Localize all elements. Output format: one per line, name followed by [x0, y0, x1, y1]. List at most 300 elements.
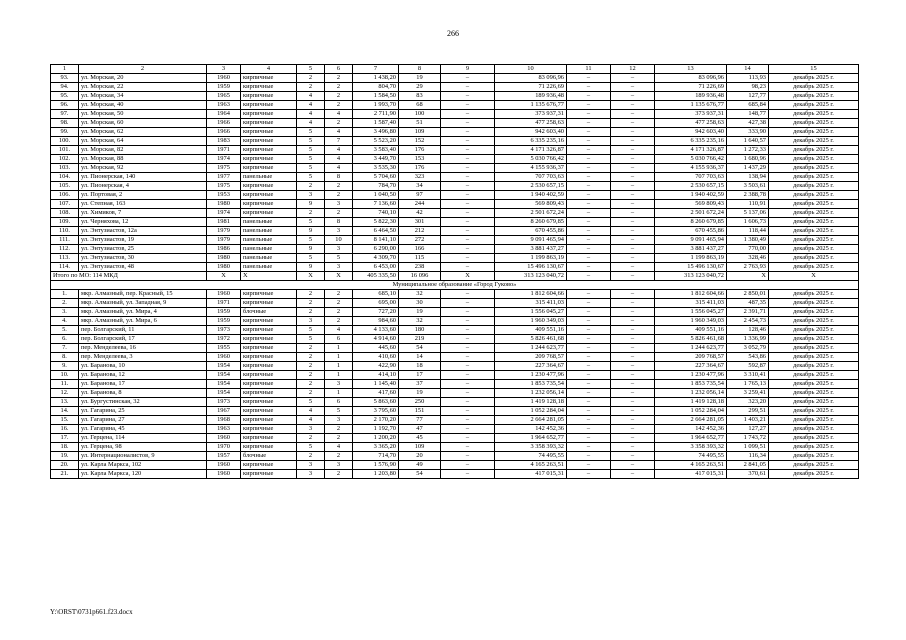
table-cell: 209 768,57 — [495, 353, 567, 362]
table-cell: – — [611, 344, 655, 353]
table-cell: ул. Морская, 64 — [79, 137, 207, 146]
table-cell: 3 358 393,32 — [655, 443, 727, 452]
table-cell: – — [441, 245, 495, 254]
table-cell: 9 091 465,94 — [495, 236, 567, 245]
table-cell: 7 — [325, 137, 353, 146]
table-cell: 3 — [297, 425, 325, 434]
table-cell: – — [441, 218, 495, 227]
table-cell: 2 170,20 — [353, 416, 399, 425]
table-cell: 3 — [297, 317, 325, 326]
table-cell: 6 — [325, 65, 353, 74]
table-cell: 238 — [399, 263, 441, 272]
table-cell: 13. — [51, 398, 79, 407]
table-cell: 19 — [399, 389, 441, 398]
table-cell: 5 — [297, 443, 325, 452]
table-cell: 54 — [399, 470, 441, 479]
table-cell: 4 — [297, 407, 325, 416]
table-cell: 1954 — [207, 389, 241, 398]
table-cell: 5 — [297, 218, 325, 227]
table-cell: 1 380,49 — [727, 236, 769, 245]
table-cell: – — [441, 137, 495, 146]
table-cell: – — [441, 416, 495, 425]
table-cell: декабрь 2025 г. — [769, 110, 859, 119]
table-cell: 2 841,05 — [727, 461, 769, 470]
table-cell: 328,46 — [727, 254, 769, 263]
table-cell: 1 199 863,19 — [495, 254, 567, 263]
table-cell: – — [567, 236, 611, 245]
table-cell: Х — [325, 272, 353, 281]
table-cell: мкр. Алмазный, ул. Мира, 4 — [79, 308, 207, 317]
table-cell: 4 — [325, 110, 353, 119]
table-cell: – — [567, 317, 611, 326]
table-cell: 1 576,90 — [353, 461, 399, 470]
table-cell: 4 — [325, 146, 353, 155]
table-cell: 14 — [399, 353, 441, 362]
table-cell: 1970 — [207, 443, 241, 452]
table-cell: – — [611, 146, 655, 155]
table-cell: кирпичные — [241, 335, 297, 344]
table-cell: 107. — [51, 200, 79, 209]
table-cell: 942 603,40 — [655, 128, 727, 137]
table-cell: 2 388,78 — [727, 191, 769, 200]
table-cell: панельные — [241, 173, 297, 182]
table-cell: 1954 — [207, 371, 241, 380]
table-cell: ул. Морская, 50 — [79, 110, 207, 119]
table-cell: 2 — [297, 209, 325, 218]
table-cell: 3 583,40 — [353, 146, 399, 155]
table-cell: декабрь 2025 г. — [769, 434, 859, 443]
table-cell: ул. Гагарина, 45 — [79, 425, 207, 434]
table-cell: – — [567, 380, 611, 389]
table-cell: 2 454,73 — [727, 317, 769, 326]
table-cell: 5 — [297, 173, 325, 182]
table-cell: 7. — [51, 344, 79, 353]
table-cell: – — [441, 101, 495, 110]
table-row — [51, 155, 859, 164]
table-cell: 5 826 461,68 — [655, 335, 727, 344]
table-cell: 1968 — [207, 416, 241, 425]
table-cell: 4. — [51, 317, 79, 326]
table-cell: – — [567, 362, 611, 371]
table-cell: 445,60 — [353, 344, 399, 353]
table-cell: 9 — [441, 65, 495, 74]
table-cell: 68 — [399, 101, 441, 110]
table-cell: декабрь 2025 г. — [769, 299, 859, 308]
table-cell: 1966 — [207, 128, 241, 137]
table-cell: 176 — [399, 164, 441, 173]
table-cell: 100 — [399, 110, 441, 119]
page-number: 266 — [447, 29, 459, 38]
table-cell: – — [441, 74, 495, 83]
table-cell: 1975 — [207, 164, 241, 173]
table-cell: – — [441, 335, 495, 344]
table-cell: 1 230 477,96 — [495, 371, 567, 380]
table-cell: 3 — [325, 263, 353, 272]
table-cell: 1967 — [207, 407, 241, 416]
table-cell: 1 — [325, 371, 353, 380]
table-cell: 714,70 — [353, 452, 399, 461]
table-cell: 1. — [51, 290, 79, 299]
table-cell: декабрь 2025 г. — [769, 236, 859, 245]
table-cell: 1973 — [207, 398, 241, 407]
table-cell: 1 556 045,27 — [495, 308, 567, 317]
table-cell: 1 232 056,14 — [655, 389, 727, 398]
table-cell: кирпичные — [241, 398, 297, 407]
table-cell: – — [611, 182, 655, 191]
table-cell: – — [567, 245, 611, 254]
table-cell: 17. — [51, 434, 79, 443]
table-cell: мкр. Алмазный, пер. Красный, 15 — [79, 290, 207, 299]
table-cell: ул. Морская, 22 — [79, 83, 207, 92]
table-cell: 1 940 402,59 — [495, 191, 567, 200]
table-cell: 96. — [51, 101, 79, 110]
table-cell: 3 — [325, 461, 353, 470]
table-cell: 108. — [51, 209, 79, 218]
table-cell: 1 853 735,54 — [655, 380, 727, 389]
table-cell: панельные — [241, 263, 297, 272]
table-cell: 16 096 — [399, 272, 441, 281]
table-cell: 98. — [51, 119, 79, 128]
table-cell: декабрь 2025 г. — [769, 326, 859, 335]
table-cell: ул. Портовая, 2 — [79, 191, 207, 200]
table-cell: 227 364,67 — [495, 362, 567, 371]
table-cell: – — [611, 443, 655, 452]
table-cell: 1 052 284,04 — [655, 407, 727, 416]
table-cell: – — [611, 398, 655, 407]
table-cell: пер. Болгарский, 17 — [79, 335, 207, 344]
table-cell: 83 096,96 — [655, 74, 727, 83]
table-cell: 54 — [399, 344, 441, 353]
table-row — [51, 443, 859, 452]
table-cell: – — [441, 434, 495, 443]
table-row — [51, 317, 859, 326]
table-cell: 13 — [655, 65, 727, 74]
table-cell: – — [441, 290, 495, 299]
table-cell: 6 — [325, 398, 353, 407]
table-cell: блочные — [241, 452, 297, 461]
table-cell: декабрь 2025 г. — [769, 452, 859, 461]
table-cell: 422,90 — [353, 362, 399, 371]
table-cell: ул. Интернационалистов, 9 — [79, 452, 207, 461]
table-cell: – — [567, 137, 611, 146]
table-row — [51, 254, 859, 263]
table-cell: 410,60 — [353, 353, 399, 362]
table-cell: кирпичные — [241, 191, 297, 200]
table-cell: 2 — [325, 101, 353, 110]
table-cell: 272 — [399, 236, 441, 245]
table-cell: 1 199 863,19 — [655, 254, 727, 263]
table-row — [51, 164, 859, 173]
table-cell: 1 244 623,77 — [655, 344, 727, 353]
table-cell: 984,60 — [353, 317, 399, 326]
table-cell: 2 763,93 — [727, 263, 769, 272]
table-cell: – — [567, 416, 611, 425]
section-row — [51, 281, 859, 290]
table-cell: 707 703,63 — [495, 173, 567, 182]
table-cell: декабрь 2025 г. — [769, 128, 859, 137]
table-row — [51, 461, 859, 470]
table-cell: 2 — [325, 308, 353, 317]
table-cell: – — [567, 191, 611, 200]
table-cell: 2 530 657,15 — [655, 182, 727, 191]
table-cell: 1 556 045,27 — [655, 308, 727, 317]
table-cell: 8 — [399, 65, 441, 74]
table-cell: – — [441, 200, 495, 209]
table-cell: 11. — [51, 380, 79, 389]
table-cell: – — [567, 470, 611, 479]
table-row — [51, 353, 859, 362]
table-cell: 670 455,86 — [655, 227, 727, 236]
table-cell: 3 — [297, 191, 325, 200]
table-cell: 333,90 — [727, 128, 769, 137]
table-cell: 18 — [399, 362, 441, 371]
table-cell: 5 — [297, 155, 325, 164]
table-cell: 543,86 — [727, 353, 769, 362]
table-cell: 5 — [297, 65, 325, 74]
table-cell: декабрь 2025 г. — [769, 146, 859, 155]
table-cell: 727,20 — [353, 308, 399, 317]
table-cell: 83 096,96 — [495, 74, 567, 83]
table-cell: – — [441, 308, 495, 317]
table-cell: ул. Пионерская, 140 — [79, 173, 207, 182]
table-cell: кирпичные — [241, 83, 297, 92]
table-cell: 2 664 281,05 — [495, 416, 567, 425]
table-cell: – — [611, 200, 655, 209]
table-cell: декабрь 2025 г. — [769, 461, 859, 470]
table-cell: – — [611, 101, 655, 110]
table-cell: ул. Степная, 163 — [79, 200, 207, 209]
table-cell: 2 — [325, 92, 353, 101]
table-cell: 1 272,33 — [727, 146, 769, 155]
table-cell: 5 — [297, 398, 325, 407]
table-cell: 5 — [297, 164, 325, 173]
table-cell: 29 — [399, 83, 441, 92]
table-cell: – — [441, 470, 495, 479]
table-cell: 1 964 652,77 — [495, 434, 567, 443]
table-cell: – — [441, 326, 495, 335]
table-cell: декабрь 2025 г. — [769, 335, 859, 344]
table-cell: 1 192,70 — [353, 425, 399, 434]
table-cell: – — [441, 452, 495, 461]
table-cell: 1986 — [207, 245, 241, 254]
table-cell: 3 — [325, 227, 353, 236]
table-cell: – — [441, 344, 495, 353]
table-cell: – — [611, 470, 655, 479]
table-cell: 8. — [51, 353, 79, 362]
table-cell: 189 936,48 — [495, 92, 567, 101]
table-cell: 1959 — [207, 317, 241, 326]
table-row — [51, 335, 859, 344]
table-cell: 8 — [325, 218, 353, 227]
table-cell: кирпичные — [241, 416, 297, 425]
table-cell: Х — [241, 272, 297, 281]
table-cell: 373 937,31 — [495, 110, 567, 119]
table-cell: ул. Морская, 88 — [79, 155, 207, 164]
table-cell: декабрь 2025 г. — [769, 425, 859, 434]
table-cell: 1 419 128,18 — [495, 398, 567, 407]
table-row — [51, 200, 859, 209]
table-cell: 5 — [297, 128, 325, 137]
table-cell: 111. — [51, 236, 79, 245]
table-cell: 2 — [297, 362, 325, 371]
table-cell: 2 530 657,15 — [495, 182, 567, 191]
table-cell: 1974 — [207, 155, 241, 164]
table-row — [51, 83, 859, 92]
table-cell: 1959 — [207, 83, 241, 92]
table-cell: 1 940 402,59 — [655, 191, 727, 200]
table-cell: декабрь 2025 г. — [769, 344, 859, 353]
table-cell: 2 391,71 — [727, 308, 769, 317]
table-cell: 670 455,86 — [495, 227, 567, 236]
table-cell: декабрь 2025 г. — [769, 119, 859, 128]
table-cell: 4 — [325, 443, 353, 452]
table-cell: – — [611, 272, 655, 281]
table-cell: 4 — [325, 326, 353, 335]
table-cell: 1 200,20 — [353, 434, 399, 443]
table-cell: 8 141,10 — [353, 236, 399, 245]
table-cell: 6 335 235,16 — [495, 137, 567, 146]
table-cell: 4 — [297, 119, 325, 128]
table-cell: кирпичные — [241, 110, 297, 119]
table-row — [51, 299, 859, 308]
table-cell: 1 336,99 — [727, 335, 769, 344]
table-cell: – — [611, 110, 655, 119]
table-cell: – — [441, 317, 495, 326]
table-cell: – — [567, 164, 611, 173]
table-cell: 1960 — [207, 470, 241, 479]
table-cell: 6. — [51, 335, 79, 344]
table-cell: 1 — [325, 344, 353, 353]
table-cell: – — [567, 209, 611, 218]
table-cell: – — [567, 398, 611, 407]
table-row — [51, 209, 859, 218]
table-cell: 323 — [399, 173, 441, 182]
table-cell: – — [567, 344, 611, 353]
table-cell: 15 496 130,67 — [655, 263, 727, 272]
table-cell: 6 — [325, 335, 353, 344]
table-cell: 5 863,60 — [353, 398, 399, 407]
table-cell: декабрь 2025 г. — [769, 362, 859, 371]
table-row — [51, 389, 859, 398]
table-cell: 103. — [51, 164, 79, 173]
table-cell: 12 — [611, 65, 655, 74]
table-cell: – — [441, 353, 495, 362]
table-cell: – — [611, 128, 655, 137]
table-cell: 414,10 — [353, 371, 399, 380]
table-cell: 5 — [297, 146, 325, 155]
table-cell: 1 — [51, 65, 79, 74]
table-cell: 6 335 235,16 — [655, 137, 727, 146]
table-cell: 3 — [325, 200, 353, 209]
table-cell: 1 640,57 — [727, 137, 769, 146]
table-cell: 804,70 — [353, 83, 399, 92]
table-cell: – — [441, 92, 495, 101]
table-cell: – — [611, 308, 655, 317]
table-cell: 1960 — [207, 434, 241, 443]
table-cell: – — [611, 353, 655, 362]
table-cell: – — [611, 335, 655, 344]
table-cell: ул. Карла Маркса, 102 — [79, 461, 207, 470]
table-cell: кирпичные — [241, 380, 297, 389]
table-cell: 110. — [51, 227, 79, 236]
table-cell: пер. Менделеева, 3 — [79, 353, 207, 362]
table-cell: декабрь 2025 г. — [769, 164, 859, 173]
table-cell: – — [441, 146, 495, 155]
table-cell: – — [441, 227, 495, 236]
table-cell: 5 030 766,42 — [655, 155, 727, 164]
table-cell: 1959 — [207, 308, 241, 317]
table-cell: пер. Болгарский, 11 — [79, 326, 207, 335]
table-cell: 4 — [325, 164, 353, 173]
table-cell: 1960 — [207, 461, 241, 470]
table-cell: 1 244 623,77 — [495, 344, 567, 353]
table-row — [51, 452, 859, 461]
table-cell: 685,10 — [353, 290, 399, 299]
table-cell: 4 914,60 — [353, 335, 399, 344]
table-cell: 152 — [399, 137, 441, 146]
table-cell: панельные — [241, 245, 297, 254]
table-cell: 2 — [79, 65, 207, 74]
table-cell: 417,60 — [353, 389, 399, 398]
table-row — [51, 470, 859, 479]
table-cell: декабрь 2025 г. — [769, 218, 859, 227]
table-cell: 9 — [297, 227, 325, 236]
table-cell: 10. — [51, 371, 79, 380]
table-cell: Х — [207, 272, 241, 281]
table-cell: 9. — [51, 362, 79, 371]
table-cell: 2 — [297, 389, 325, 398]
table-cell: 2 — [325, 425, 353, 434]
table-cell: 71 226,69 — [655, 83, 727, 92]
table-cell: 32 — [399, 290, 441, 299]
table-cell: – — [567, 83, 611, 92]
table-cell: – — [441, 389, 495, 398]
table-cell: – — [611, 218, 655, 227]
table-cell: 110,91 — [727, 200, 769, 209]
table-cell: 4 165 263,51 — [495, 461, 567, 470]
table-cell: 5 — [297, 335, 325, 344]
table-cell: 1 765,13 — [727, 380, 769, 389]
table-cell: 3 503,61 — [727, 182, 769, 191]
table-cell: 30 — [399, 299, 441, 308]
table-cell: – — [567, 371, 611, 380]
table-cell: – — [611, 461, 655, 470]
table-row — [51, 182, 859, 191]
table-cell: 212 — [399, 227, 441, 236]
table-cell: 10 — [325, 236, 353, 245]
table-cell: ул. Гагарина, 27 — [79, 416, 207, 425]
table-cell: 2 — [297, 182, 325, 191]
table-cell: 2 — [297, 308, 325, 317]
table-cell: 127,77 — [727, 92, 769, 101]
table-cell: 142 452,36 — [655, 425, 727, 434]
table-cell: – — [567, 434, 611, 443]
table-cell: 42 — [399, 209, 441, 218]
table-cell: декабрь 2025 г. — [769, 254, 859, 263]
table-cell: 1 099,51 — [727, 443, 769, 452]
table-cell: – — [441, 407, 495, 416]
table-cell: 115 — [399, 254, 441, 263]
table-cell: 2 — [297, 371, 325, 380]
table-cell: 5 826 461,68 — [495, 335, 567, 344]
table-cell: 2 501 672,24 — [655, 209, 727, 218]
table-cell: 3 496,80 — [353, 128, 399, 137]
table-cell: – — [441, 155, 495, 164]
table-cell: 100. — [51, 137, 79, 146]
table-cell: декабрь 2025 г. — [769, 317, 859, 326]
table-cell: 1 — [325, 389, 353, 398]
table-cell: – — [441, 128, 495, 137]
